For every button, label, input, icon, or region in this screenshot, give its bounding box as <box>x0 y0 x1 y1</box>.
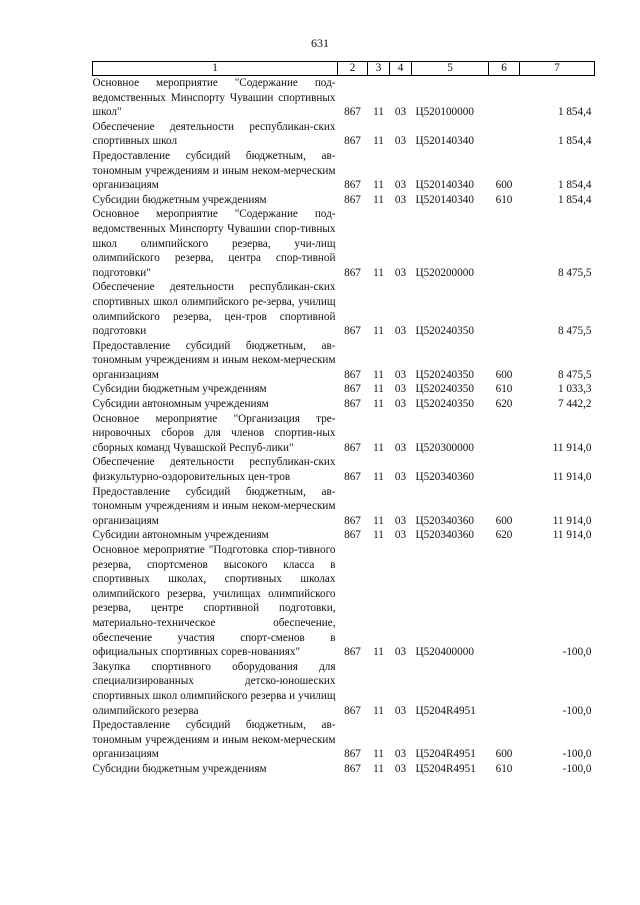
row-expense-type: 600 <box>495 748 513 761</box>
row-ministry-code: 867 <box>344 646 361 659</box>
row-expense-type: 620 <box>495 529 513 542</box>
row-target-article: Ц520340360 <box>415 514 474 527</box>
row-amount: 1 854,4 <box>557 135 592 148</box>
row-description: Основное мероприятие "Подготовка спор-тивного резерва, спортсменов высокого класса в спортивных школах, спортивных школах олимпийского резерва, училищах олимпийского резерва, центре спортивной подготовки, материально-техническое обеспечение, обеспечение участия спорт-сменов в официальных спортивных сорев-нованиях" <box>92 544 336 659</box>
row-section-code: 11 <box>373 179 384 192</box>
row-expense-type <box>489 207 520 280</box>
row-description: Субсидии бюджетным учреждениям <box>92 383 267 396</box>
table-row <box>93 280 595 338</box>
table-row <box>93 193 595 208</box>
row-description: Основное мероприятие "Содержание под-ведомственных Минспорту Чувашии спор-тивных школ олимпийского резерва, учи-лищ олимпийского резерва, центра спор-тивной подготовки" <box>92 208 336 279</box>
header-cell-2: 2 <box>338 62 368 76</box>
row-expense-type: 600 <box>495 368 513 381</box>
table-row <box>93 76 595 120</box>
table-row <box>93 455 595 484</box>
row-amount: 8 475,5 <box>557 325 592 338</box>
row-subsection-code: 03 <box>394 368 407 381</box>
row-expense-type <box>489 543 520 660</box>
row-target-article: Ц520240350 <box>415 398 474 411</box>
row-subsection-code: 03 <box>394 471 407 484</box>
row-expense-type <box>489 412 520 456</box>
row-target-article: Ц520100000 <box>415 106 474 119</box>
row-expense-type <box>489 280 520 338</box>
row-ministry-code: 867 <box>344 266 361 279</box>
row-target-article: Ц520140340 <box>415 179 474 192</box>
table-row <box>93 397 595 412</box>
row-section-code: 11 <box>373 398 384 411</box>
row-section-code: 11 <box>373 325 384 338</box>
row-amount: -100,0 <box>562 704 592 717</box>
row-section-code: 11 <box>373 135 384 148</box>
header-cell-4: 4 <box>390 62 412 76</box>
row-expense-type: 600 <box>495 514 513 527</box>
row-target-article: Ц520240350 <box>415 368 474 381</box>
row-expense-type <box>489 455 520 484</box>
row-ministry-code: 867 <box>344 529 361 542</box>
row-description: Субсидии автономным учреждениям <box>92 398 269 411</box>
row-ministry-code: 867 <box>344 441 361 454</box>
table-row <box>93 207 595 280</box>
row-amount: 11 914,0 <box>552 529 592 542</box>
row-ministry-code: 867 <box>344 383 361 396</box>
row-target-article: Ц520300000 <box>415 441 474 454</box>
row-section-code: 11 <box>373 762 384 775</box>
row-target-article: Ц520240350 <box>415 383 474 396</box>
row-subsection-code: 03 <box>394 704 407 717</box>
table-row <box>93 149 595 193</box>
table-row <box>93 528 595 543</box>
row-subsection-code: 03 <box>394 135 407 148</box>
row-amount: -100,0 <box>562 762 592 775</box>
row-subsection-code: 03 <box>394 762 407 775</box>
page-number: 631 <box>311 36 329 50</box>
table-row <box>93 412 595 456</box>
row-section-code: 11 <box>373 368 384 381</box>
budget-table <box>92 61 595 777</box>
row-target-article: Ц5204R4951 <box>415 762 476 775</box>
row-section-code: 11 <box>373 748 384 761</box>
row-description: Обеспечение деятельности республикан-ских физкультурно-оздоровительных цен-тров <box>92 456 336 484</box>
row-description: Закупка спортивного оборудования для специализированных детско-юношеских спортивных школ олимпийского резерва и училищ олимпийского резерва <box>92 660 336 717</box>
row-expense-type <box>489 76 520 120</box>
header-cell-3: 3 <box>368 62 390 76</box>
row-amount: 11 914,0 <box>552 441 592 454</box>
table-row <box>93 718 595 762</box>
row-target-article: Ц5204R4951 <box>415 748 476 761</box>
row-subsection-code: 03 <box>394 325 407 338</box>
row-expense-type: 600 <box>495 179 513 192</box>
row-subsection-code: 03 <box>394 106 407 119</box>
row-subsection-code: 03 <box>394 383 407 396</box>
row-section-code: 11 <box>373 383 384 396</box>
row-expense-type: 610 <box>495 762 513 775</box>
row-ministry-code: 867 <box>344 368 361 381</box>
table-row <box>93 382 595 397</box>
row-section-code: 11 <box>373 514 384 527</box>
row-description: Субсидии бюджетным учреждениям <box>92 762 267 775</box>
row-amount: 7 442,2 <box>557 398 592 411</box>
row-ministry-code: 867 <box>344 106 361 119</box>
header-cell-7: 7 <box>520 62 595 76</box>
table-row <box>93 339 595 383</box>
header-cell-6: 6 <box>489 62 520 76</box>
row-ministry-code: 867 <box>344 193 361 206</box>
row-section-code: 11 <box>373 646 384 659</box>
row-subsection-code: 03 <box>394 398 407 411</box>
row-target-article: Ц520200000 <box>415 266 474 279</box>
table-row <box>93 120 595 149</box>
row-section-code: 11 <box>373 471 384 484</box>
table-body <box>93 76 595 777</box>
table-row <box>93 485 595 529</box>
row-section-code: 11 <box>373 193 384 206</box>
row-ministry-code: 867 <box>344 135 361 148</box>
row-expense-type: 620 <box>495 398 513 411</box>
row-description: Предоставление субсидий бюджетным, ав-тономным учреждениям и иным неком-мерческим организациям <box>92 149 336 192</box>
row-description: Обеспечение деятельности республикан-ских спортивных школ олимпийского ре-зерва, училищ олимпийского резерва, цен-тров спортивной подготовки <box>92 281 336 338</box>
row-ministry-code: 867 <box>344 325 361 338</box>
row-ministry-code: 867 <box>344 748 361 761</box>
row-expense-type: 610 <box>495 383 513 396</box>
row-description: Субсидии автономным учреждениям <box>92 529 269 542</box>
row-section-code: 11 <box>373 106 384 119</box>
row-section-code: 11 <box>373 704 384 717</box>
row-subsection-code: 03 <box>394 266 407 279</box>
header-cell-5: 5 <box>412 62 489 76</box>
row-ministry-code: 867 <box>344 398 361 411</box>
row-amount: 11 914,0 <box>552 471 592 484</box>
row-description: Основное мероприятие "Организация тре-нировочных сборов для членов спортив-ных сборных команд Чувашской Респуб-лики" <box>92 412 336 454</box>
row-subsection-code: 03 <box>394 748 407 761</box>
row-target-article: Ц520140340 <box>415 135 474 148</box>
row-amount: 11 914,0 <box>552 514 592 527</box>
row-description: Предоставление субсидий бюджетным, ав-тономным учреждениям и иным неком-мерческим организациям <box>92 719 336 761</box>
row-section-code: 11 <box>373 266 384 279</box>
header-row <box>93 62 595 76</box>
row-expense-type: 610 <box>495 193 513 206</box>
row-description: Предоставление субсидий бюджетным, ав-тономным учреждениям и иным неком-мерческим организациям <box>92 339 336 381</box>
row-amount: -100,0 <box>562 748 592 761</box>
row-subsection-code: 03 <box>394 514 407 527</box>
row-target-article: Ц520140340 <box>415 193 474 206</box>
row-ministry-code: 867 <box>344 762 361 775</box>
header-cell-1: 1 <box>93 62 338 76</box>
row-ministry-code: 867 <box>344 471 361 484</box>
row-description: Предоставление субсидий бюджетным, ав-тономным учреждениям и иным неком-мерческим организациям <box>92 485 336 527</box>
row-description: Субсидии бюджетным учреждениям <box>92 193 267 206</box>
row-subsection-code: 03 <box>394 646 407 659</box>
row-amount: 1 854,4 <box>557 179 592 192</box>
row-description: Обеспечение деятельности республикан-ских спортивных школ <box>92 120 336 148</box>
row-ministry-code: 867 <box>344 514 361 527</box>
row-amount: 8 475,5 <box>557 266 592 279</box>
row-target-article: Ц5204R4951 <box>415 704 476 717</box>
row-target-article: Ц520340360 <box>415 529 474 542</box>
row-amount: 8 475,5 <box>557 368 592 381</box>
row-section-code: 11 <box>373 529 384 542</box>
row-ministry-code: 867 <box>344 179 361 192</box>
row-amount: 1 854,4 <box>557 193 592 206</box>
row-subsection-code: 03 <box>394 179 407 192</box>
row-expense-type <box>489 120 520 149</box>
row-amount: -100,0 <box>562 646 592 659</box>
row-amount: 1 033,3 <box>557 383 592 396</box>
row-section-code: 11 <box>373 441 384 454</box>
row-amount: 1 854,4 <box>557 106 592 119</box>
row-subsection-code: 03 <box>394 193 407 206</box>
row-target-article: Ц520400000 <box>415 646 474 659</box>
row-subsection-code: 03 <box>394 529 407 542</box>
row-target-article: Ц520340360 <box>415 471 474 484</box>
row-target-article: Ц520240350 <box>415 325 474 338</box>
row-description: Основное мероприятие "Содержание под-ведомственных Минспорту Чувашии спортивных школ" <box>92 77 336 119</box>
table-row <box>93 543 595 660</box>
row-ministry-code: 867 <box>344 704 361 717</box>
table-row <box>93 762 595 777</box>
table-row <box>93 660 595 718</box>
row-expense-type <box>489 660 520 718</box>
row-subsection-code: 03 <box>394 441 407 454</box>
